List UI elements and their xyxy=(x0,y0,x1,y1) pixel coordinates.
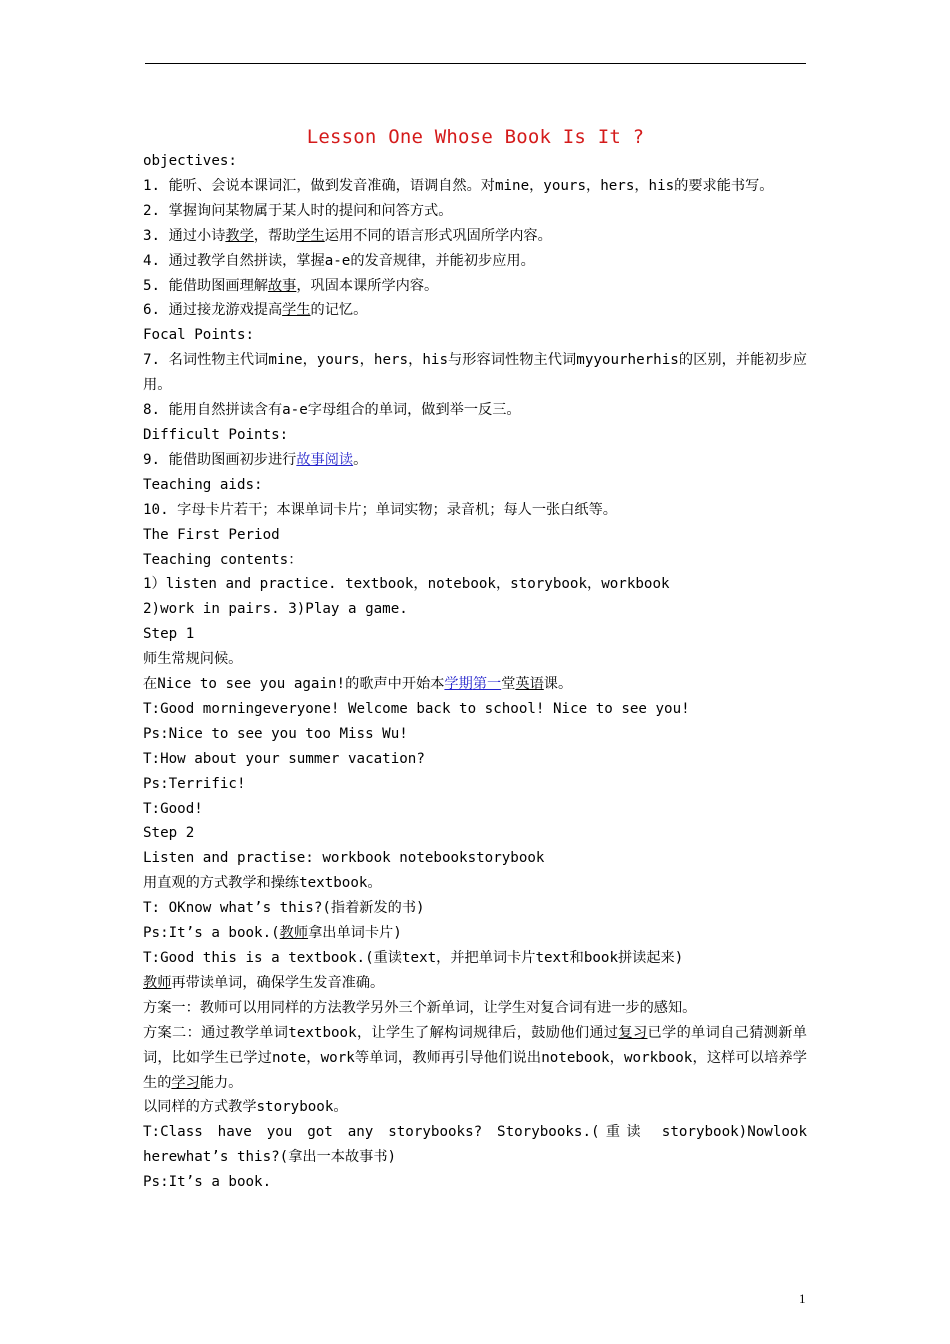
dialogue-line: T: OKnow what’s this?(指着新发的书) xyxy=(143,900,425,917)
text-span: 方案二：通过教学单词textbook，让学生了解构词规律后，鼓励他们通过 xyxy=(143,1024,619,1041)
objective-4: 4. 通过教学自然拼读，掌握a-e的发音规律，并能初步应用。 xyxy=(143,252,535,269)
underlined-term: 教学 xyxy=(225,227,254,244)
focal-point-7: 7. 名词性物主代词mine，yours，hers，his与形容词性物主代词myyourherhis的区别，并能初步应用。 xyxy=(143,352,807,394)
text-span: 拿出单词卡片) xyxy=(308,925,402,942)
underlined-term: 复习 xyxy=(618,1024,648,1041)
objective-5 xyxy=(143,274,807,299)
text-span: 5. 能借助图画理解 xyxy=(143,277,268,294)
teaching-aids-heading: Teaching aids: xyxy=(143,476,263,493)
paragraph: Listen and practise: workbook notebookstorybook xyxy=(143,850,545,867)
paragraph xyxy=(143,971,807,996)
text-span: 在Nice to see you again!的歌声中开始本 xyxy=(143,676,445,693)
objective-6 xyxy=(143,298,807,323)
paragraph: 用直观的方式教学和操练textbook。 xyxy=(143,875,382,892)
first-link[interactable]: 第一 xyxy=(472,676,502,693)
page-number: 1 xyxy=(799,1291,806,1306)
text-span: 。 xyxy=(353,451,368,468)
difficult-point-9 xyxy=(143,448,807,473)
dialogue-line: T:How about your summer vacation? xyxy=(143,750,425,767)
underlined-term: 教师 xyxy=(143,974,172,991)
objective-1: 1. 能听、会说本课词汇，做到发音准确，语调自然。对mine，yours，hers，his的要求能书写。 xyxy=(143,177,774,194)
content-item-1: 1）listen and practice. textbook，notebook，storybook，workbook xyxy=(143,576,670,593)
text-span: 的记忆。 xyxy=(310,302,368,319)
period-heading: The First Period xyxy=(143,526,280,543)
dialogue-line: Ps:Nice to see you too Miss Wu! xyxy=(143,725,408,742)
underlined-term: 学生 xyxy=(282,302,311,319)
page-title: Lesson One Whose Book Is It ? xyxy=(306,126,645,148)
objective-3 xyxy=(143,224,807,249)
text-span: ，帮助 xyxy=(253,227,297,244)
underlined-term: 故事 xyxy=(267,277,297,294)
focal-point-8: 8. 能用自然拼读含有a-e字母组合的单词，做到举一反三。 xyxy=(143,402,521,419)
text-span: 6. 通过接龙游戏提高 xyxy=(143,302,283,319)
paragraph: 以同样的方式教学storybook。 xyxy=(143,1099,348,1116)
text-span: 再带读单词，确保学生发音准确。 xyxy=(171,974,385,991)
text-span: 堂 xyxy=(501,676,516,693)
plan-two xyxy=(143,1021,807,1096)
document-body xyxy=(143,149,807,1195)
dialogue-line xyxy=(143,921,807,946)
underlined-term: 学习 xyxy=(171,1074,200,1091)
objective-2: 2. 掌握询问某物属于某人时的提问和问答方式。 xyxy=(143,202,453,219)
dialogue-line: T:Class have you got any storybooks? Storybooks.(重读 storybook)Nowlook herewhat’s this?(拿出一本故事书) xyxy=(143,1124,807,1166)
underlined-term: 学生 xyxy=(296,227,325,244)
text-span: Ps:It’s a book.( xyxy=(143,925,280,942)
header-rule xyxy=(145,63,806,64)
contents-heading: Teaching contents： xyxy=(143,551,303,568)
text-span: 3. 通过小诗 xyxy=(143,227,226,244)
dialogue-line: T:Good morningeveryone! Welcome back to school! Nice to see you! xyxy=(143,700,690,717)
text-span: 运用不同的语言形式巩固所学内容。 xyxy=(324,227,552,244)
content-item-2: 2)work in pairs. 3)Play a game. xyxy=(143,601,408,618)
semester-link[interactable]: 学期 xyxy=(444,676,473,693)
step-2-heading: Step 2 xyxy=(143,825,195,842)
dialogue-line: Ps:Terrific! xyxy=(143,775,246,792)
underlined-term: 英语 xyxy=(515,676,544,693)
text-span: 9. 能借助图画初步进行 xyxy=(143,451,297,468)
story-reading-link[interactable]: 故事阅读 xyxy=(296,451,354,468)
text-span: ，巩固本课所学内容。 xyxy=(296,277,439,294)
text-span: 课。 xyxy=(543,676,573,693)
dialogue-line: T:Good this is a textbook.(重读text，并把单词卡片text和book拼读起来) xyxy=(143,950,684,966)
teaching-aid-10: 10. 字母卡片若干；本课单词卡片；单词实物；录音机；每人一张白纸等。 xyxy=(143,501,617,518)
text-span: 已学的单词自己猜测新单词，比如学生已学过note，work等单词，教师再引导他们说出notebook，workbook，这样可以培养学生的 xyxy=(143,1024,807,1091)
focal-points-heading: Focal Points: xyxy=(143,327,255,344)
dialogue-line: T:Good! xyxy=(143,800,203,817)
paragraph xyxy=(143,672,807,697)
step-1-heading: Step 1 xyxy=(143,626,195,643)
objectives-heading: objectives: xyxy=(143,153,237,169)
difficult-points-heading: Difficult Points: xyxy=(143,426,289,443)
underlined-term: 教师 xyxy=(279,925,309,942)
paragraph: 师生常规问候。 xyxy=(143,651,243,668)
text-span: 能力。 xyxy=(199,1074,243,1091)
plan-one: 方案一：教师可以用同样的方法教学另外三个新单词，让学生对复合词有进一步的感知。 xyxy=(143,999,697,1016)
dialogue-line: Ps:It’s a book. xyxy=(143,1174,272,1191)
